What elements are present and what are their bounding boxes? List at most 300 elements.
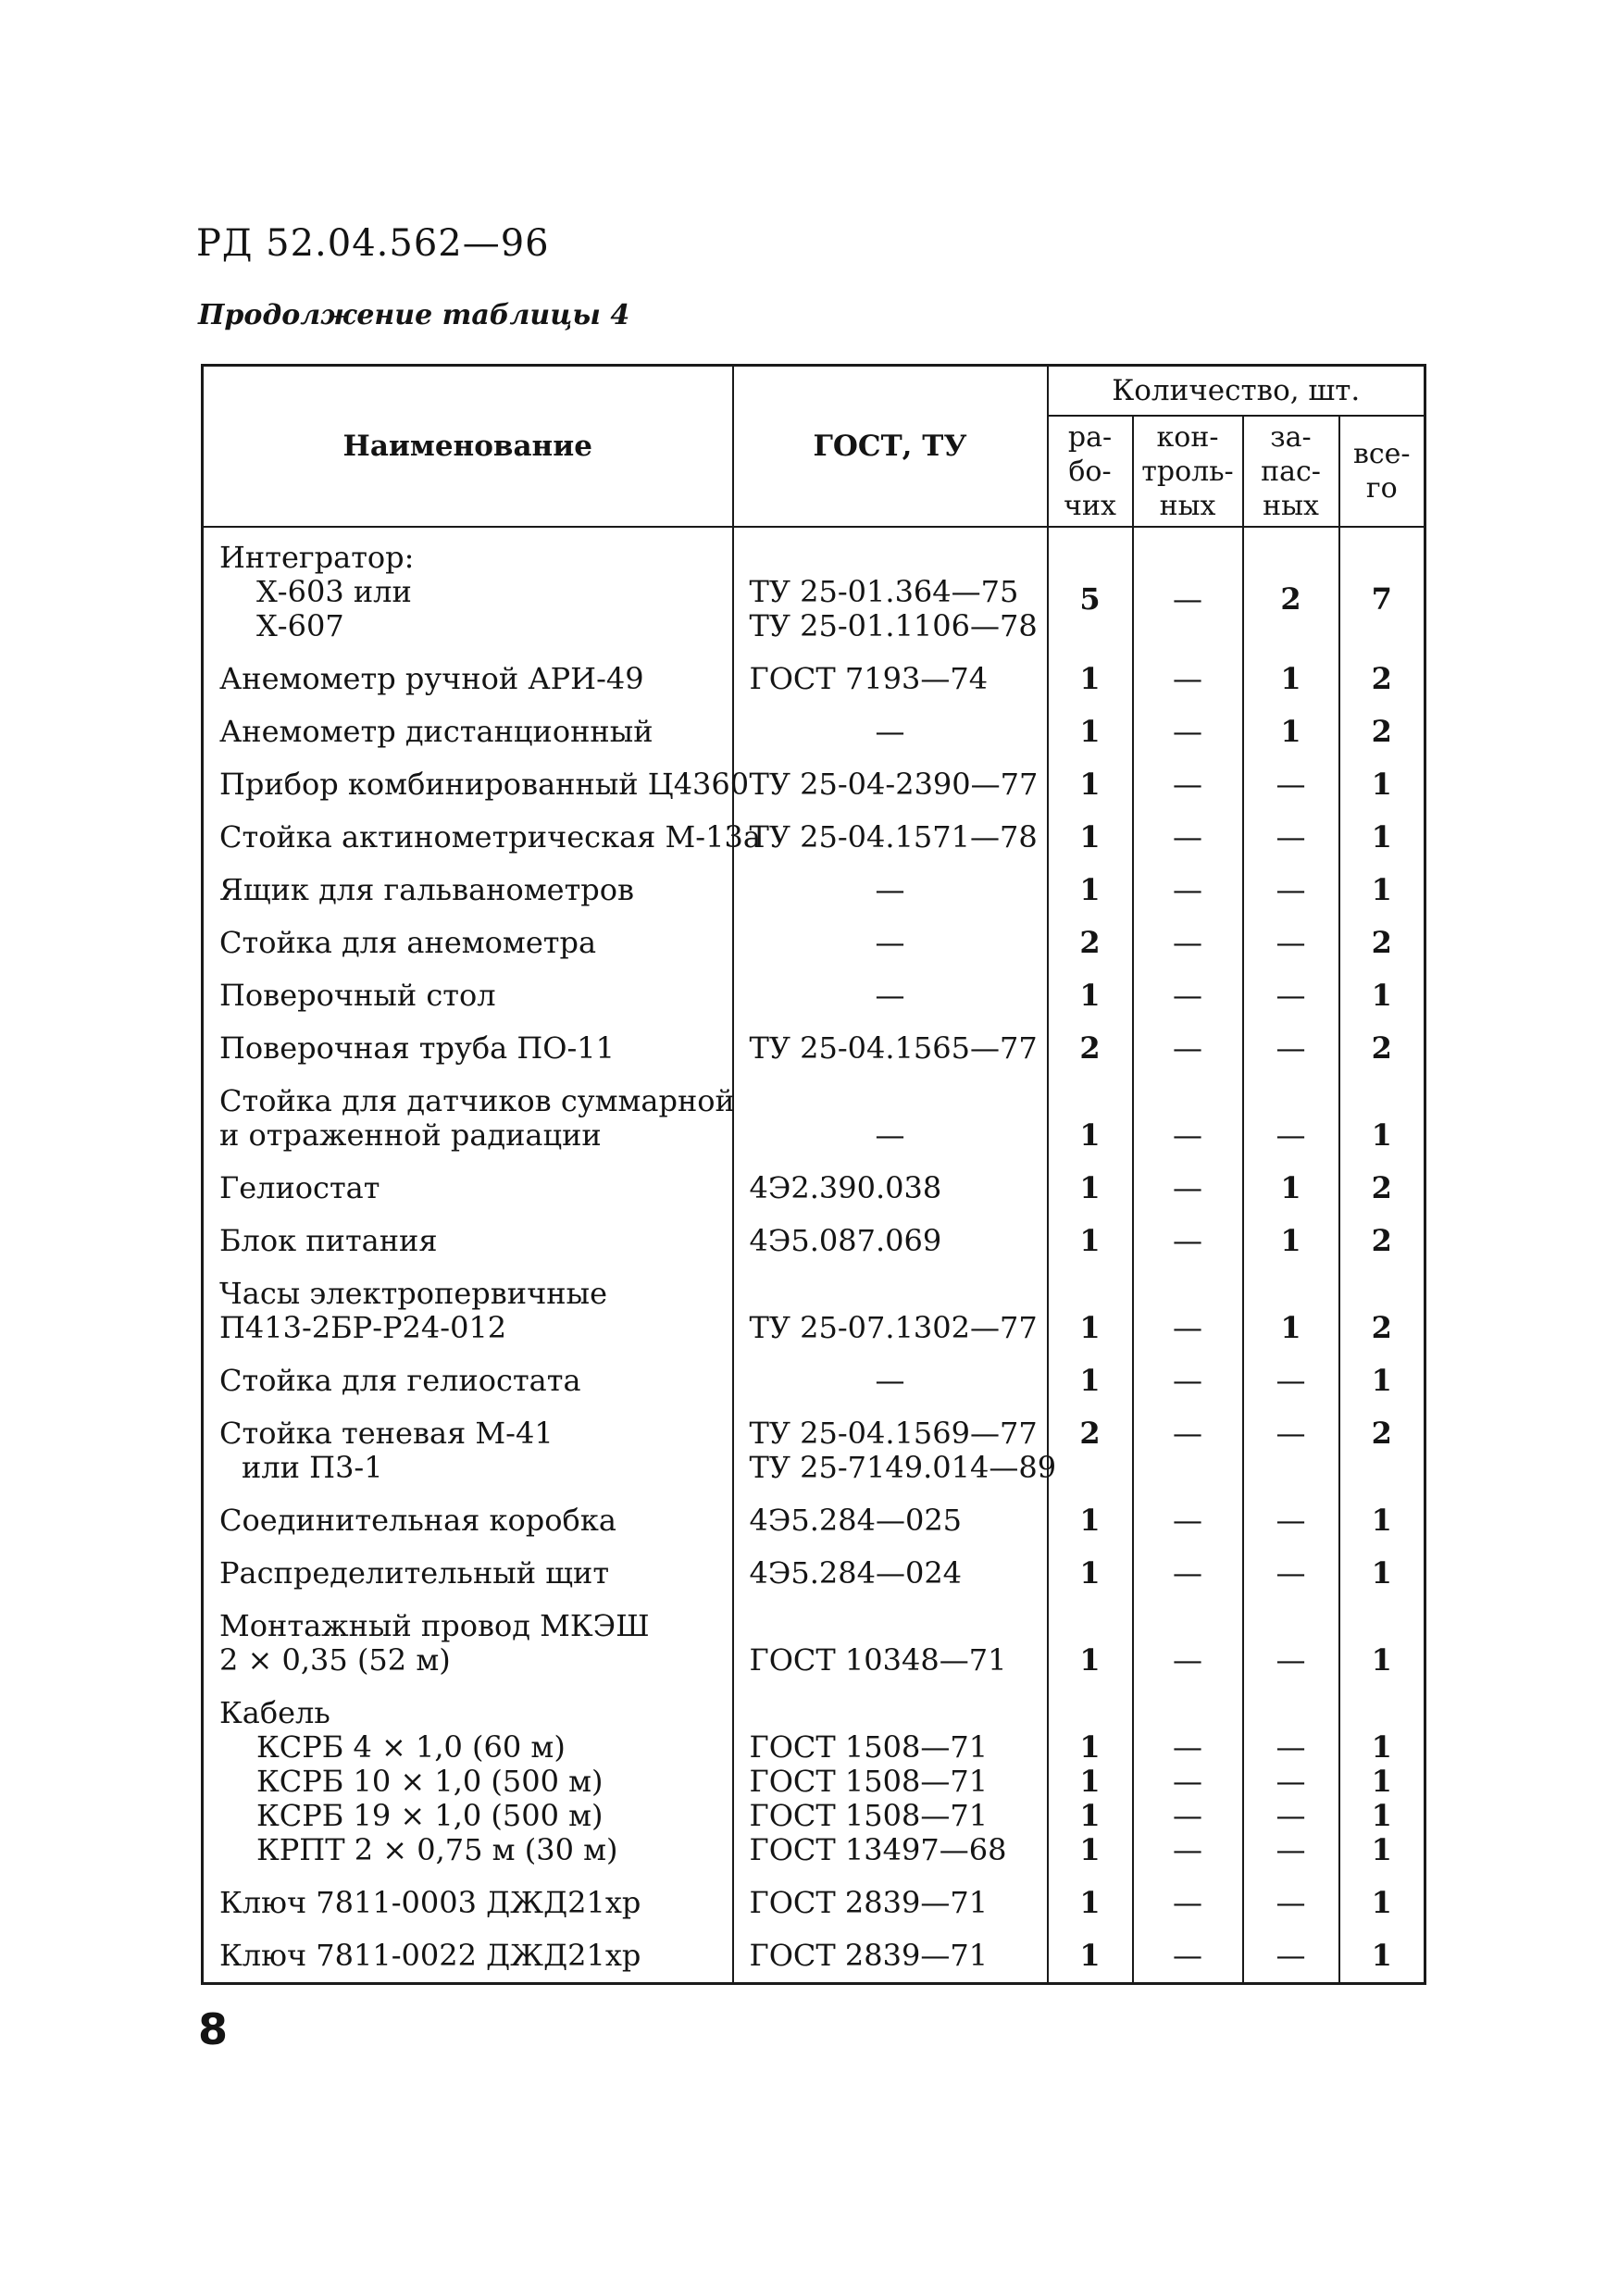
qty-value: — (1276, 978, 1306, 1013)
qty-value: — (1276, 1503, 1306, 1538)
name-line: Кабель (219, 1695, 330, 1730)
cell-qty-working (1048, 805, 1133, 858)
qty-value: 1 (1079, 1729, 1101, 1765)
gost-line: ГОСТ 13497—68 (749, 1832, 1007, 1867)
gost-line: ГОСТ 1508—71 (749, 1729, 989, 1765)
cell-qty-total (1339, 1541, 1425, 1594)
cell-name (203, 1017, 733, 1069)
cell-gost (733, 911, 1048, 964)
cell-gost (733, 1489, 1048, 1541)
cell-qty-spare (1243, 1349, 1339, 1402)
cell-name (203, 1156, 733, 1209)
cell-qty-total (1339, 1924, 1425, 1984)
name-line: Интегратор: (219, 540, 415, 575)
cell-qty-control (1133, 805, 1243, 858)
qty-value: 1 (1280, 714, 1301, 749)
cell-qty-control (1133, 527, 1243, 647)
cell-name (203, 805, 761, 858)
cell-qty-total (1339, 805, 1425, 858)
cell-qty-control (1133, 1262, 1243, 1349)
qty-value: 1 (1079, 1764, 1101, 1799)
qty-value: — (1173, 1223, 1202, 1258)
qty-value: — (1173, 1885, 1202, 1920)
header-qty-working (1048, 416, 1133, 527)
cell-gost (733, 1262, 1048, 1349)
qty-value: 2 (1371, 1223, 1392, 1258)
cell-qty-spare (1243, 1541, 1339, 1594)
gost-line: — (875, 978, 905, 1013)
cell-qty-spare (1243, 1871, 1339, 1924)
qty-value: — (1276, 1642, 1306, 1678)
qty-value: — (1173, 661, 1202, 696)
name-line: Х-603 или (256, 574, 412, 609)
gost-line: ТУ 25-7149.014—89 (749, 1450, 1057, 1485)
table-row (203, 964, 1425, 1017)
cell-qty-total (1339, 1489, 1425, 1541)
cell-qty-working (1048, 1594, 1133, 1681)
qty-value: — (1173, 1503, 1202, 1538)
cell-qty-total (1339, 911, 1425, 964)
cell-qty-total (1339, 1871, 1425, 1924)
cell-qty-total (1339, 1017, 1425, 1069)
cell-gost (733, 858, 1048, 911)
qty-value: — (1173, 1555, 1202, 1591)
cell-qty-spare (1243, 805, 1339, 858)
gost-line: — (875, 1363, 905, 1398)
cell-name (203, 527, 733, 647)
name-line: Стойка для датчиков суммарной (219, 1083, 735, 1118)
cell-gost (733, 1402, 1057, 1489)
cell-name (203, 1209, 733, 1262)
table-row (203, 700, 1425, 753)
cell-qty-working (1048, 1017, 1133, 1069)
gost-line: — (875, 1117, 905, 1153)
name-line: Поверочный стол (219, 978, 496, 1013)
cell-qty-spare (1243, 753, 1339, 805)
cell-qty-working (1048, 1489, 1133, 1541)
gost-line: 4Э5.087.069 (749, 1223, 942, 1258)
cell-qty-control (1133, 1489, 1243, 1541)
qty-value: 2 (1371, 1170, 1392, 1205)
cell-qty-total (1339, 1594, 1425, 1681)
table-header (203, 366, 1425, 528)
qty-value: 2 (1371, 1310, 1392, 1345)
qty-value: — (1173, 1363, 1202, 1398)
cell-qty-control (1133, 1069, 1243, 1156)
header-qty-line: ных (1263, 489, 1319, 522)
qty-value: — (1276, 1117, 1306, 1153)
qty-value: — (1173, 581, 1202, 617)
cell-name (203, 753, 750, 805)
qty-value: — (1276, 1885, 1306, 1920)
cell-name (203, 858, 733, 911)
name-line: Ящик для гальванометров (219, 872, 635, 907)
cell-gost (733, 1594, 1048, 1681)
cell-qty-spare (1243, 527, 1339, 647)
cell-qty-spare (1243, 1069, 1339, 1156)
qty-value: 1 (1079, 978, 1101, 1013)
cell-qty-spare (1243, 1017, 1339, 1069)
qty-value: — (1173, 1170, 1202, 1205)
qty-value: 1 (1079, 872, 1101, 907)
qty-value: 1 (1079, 1938, 1101, 1973)
name-line: Стойка теневая М-41 (219, 1416, 554, 1451)
cell-qty-total (1339, 1681, 1425, 1871)
cell-qty-control (1133, 647, 1243, 700)
cell-qty-control (1133, 964, 1243, 1017)
qty-value: 1 (1079, 661, 1101, 696)
cell-gost (733, 700, 1048, 753)
cell-gost (733, 1349, 1048, 1402)
qty-value: 1 (1371, 1729, 1392, 1765)
qty-value: — (1173, 819, 1202, 855)
gost-line: ГОСТ 10348—71 (749, 1642, 1007, 1678)
name-line: Гелиостат (219, 1170, 380, 1205)
qty-value: 1 (1079, 1310, 1101, 1345)
qty-value: 1 (1280, 1310, 1301, 1345)
qty-value: — (1276, 767, 1306, 802)
qty-value: 1 (1371, 1764, 1392, 1799)
name-line: Анемометр дистанционный (219, 714, 653, 749)
cell-qty-spare (1243, 1489, 1339, 1541)
qty-value: 1 (1280, 661, 1301, 696)
cell-name (203, 1871, 733, 1924)
header-gost: ГОСТ, ТУ (733, 366, 1048, 528)
qty-value: 2 (1371, 1416, 1392, 1451)
gost-line: ГОСТ 2839—71 (749, 1885, 989, 1920)
table-row (203, 858, 1425, 911)
name-line: Стойка актинометрическая М-13а (219, 819, 761, 855)
cell-qty-control (1133, 1924, 1243, 1984)
qty-value: 1 (1371, 1363, 1392, 1398)
cell-qty-control (1133, 1541, 1243, 1594)
name-line: и отраженной радиации (219, 1117, 602, 1153)
cell-qty-control (1133, 753, 1243, 805)
cell-qty-spare (1243, 1924, 1339, 1984)
table-row (203, 911, 1425, 964)
cell-name (203, 1262, 733, 1349)
gost-line: ТУ 25-07.1302—77 (749, 1310, 1038, 1345)
qty-value: 1 (1280, 1223, 1301, 1258)
cell-gost (733, 1681, 1048, 1871)
cell-gost (733, 1017, 1048, 1069)
name-line: Поверочная труба ПО-11 (219, 1030, 615, 1066)
table-row (203, 753, 1425, 805)
cell-qty-control (1133, 1871, 1243, 1924)
table-row (203, 1209, 1425, 1262)
cell-qty-total (1339, 858, 1425, 911)
cell-qty-working (1048, 1541, 1133, 1594)
qty-value: 1 (1371, 1938, 1392, 1973)
table-row (203, 1594, 1425, 1681)
cell-qty-spare (1243, 1681, 1339, 1871)
name-line: КСРБ 10 × 1,0 (500 м) (256, 1764, 604, 1799)
name-line: Блок питания (219, 1223, 438, 1258)
qty-value: — (1173, 1764, 1202, 1799)
gost-line: — (875, 872, 905, 907)
equipment-table (201, 364, 1426, 1985)
cell-name (203, 1681, 733, 1871)
cell-gost (733, 1924, 1048, 1984)
table-row (203, 1681, 1425, 1871)
cell-qty-spare (1243, 1594, 1339, 1681)
table-row (203, 1017, 1425, 1069)
qty-value: — (1173, 1416, 1202, 1451)
gost-line: ТУ 25-04.1565—77 (749, 1030, 1038, 1066)
header-qty-line: го (1365, 472, 1398, 505)
cell-qty-working (1048, 858, 1133, 911)
gost-line: 4Э5.284—025 (749, 1503, 963, 1538)
name-line: Ключ 7811-0022 ДЖД21хр (219, 1938, 641, 1973)
qty-value: 2 (1371, 925, 1392, 960)
qty-value: 1 (1371, 1832, 1392, 1867)
table-row (203, 1262, 1425, 1349)
table-row (203, 527, 1425, 647)
cell-qty-spare (1243, 647, 1339, 700)
qty-value: — (1173, 1310, 1202, 1345)
cell-name (203, 1924, 733, 1984)
qty-value: — (1276, 1764, 1306, 1799)
name-line: Распределительный щит (219, 1555, 610, 1591)
cell-qty-spare (1243, 1262, 1339, 1349)
cell-qty-total (1339, 1262, 1425, 1349)
cell-qty-spare (1243, 1156, 1339, 1209)
qty-value: 1 (1079, 819, 1101, 855)
cell-qty-working (1048, 964, 1133, 1017)
document-code: РД 52.04.562—96 (196, 222, 550, 265)
cell-qty-working (1048, 1209, 1133, 1262)
header-qty-total (1339, 416, 1425, 527)
name-line: Монтажный провод МКЭШ (219, 1608, 650, 1643)
qty-value: 7 (1371, 581, 1392, 617)
qty-value: — (1173, 1798, 1202, 1833)
table-row (203, 1156, 1425, 1209)
cell-qty-spare (1243, 1402, 1339, 1489)
qty-value: 1 (1371, 1798, 1392, 1833)
qty-value: 2 (1371, 661, 1392, 696)
table-row (203, 805, 1425, 858)
cell-qty-total (1339, 527, 1425, 647)
qty-value: — (1173, 1030, 1202, 1066)
qty-value: — (1276, 872, 1306, 907)
cell-qty-working (1048, 1349, 1133, 1402)
table-row (203, 1349, 1425, 1402)
qty-value: — (1276, 1363, 1306, 1398)
cell-qty-working (1048, 753, 1133, 805)
gost-line: ТУ 25-01.364—75 (749, 574, 1019, 609)
qty-value: 2 (1079, 1416, 1101, 1451)
cell-gost (733, 647, 1048, 700)
header-qty-line: все- (1352, 438, 1411, 470)
header-qty-control (1133, 416, 1243, 527)
cell-qty-spare (1243, 964, 1339, 1017)
qty-value: 1 (1371, 819, 1392, 855)
gost-line: ТУ 25-04.1571—78 (749, 819, 1038, 855)
qty-value: 1 (1079, 1555, 1101, 1591)
qty-value: 1 (1371, 1117, 1392, 1153)
cell-name (203, 1069, 733, 1156)
cell-qty-working (1048, 1402, 1133, 1489)
cell-name (203, 911, 733, 964)
cell-qty-total (1339, 1156, 1425, 1209)
name-line: Анемометр ручной АРИ-49 (219, 661, 644, 696)
qty-value: 1 (1371, 767, 1392, 802)
gost-line: ГОСТ 7193—74 (749, 661, 989, 696)
qty-value: 2 (1280, 581, 1301, 617)
cell-qty-spare (1243, 858, 1339, 911)
qty-value: 1 (1371, 1503, 1392, 1538)
qty-value: — (1173, 925, 1202, 960)
qty-value: 2 (1371, 714, 1392, 749)
cell-qty-working (1048, 1681, 1133, 1871)
qty-value: 1 (1079, 714, 1101, 749)
cell-gost (733, 1871, 1048, 1924)
name-line: Стойка для гелиостата (219, 1363, 581, 1398)
cell-qty-control (1133, 1681, 1243, 1871)
qty-value: 1 (1371, 1885, 1392, 1920)
cell-qty-working (1048, 1069, 1133, 1156)
cell-qty-control (1133, 1156, 1243, 1209)
cell-qty-working (1048, 700, 1133, 753)
gost-line: 4Э2.390.038 (749, 1170, 942, 1205)
cell-gost (733, 1209, 1048, 1262)
table-row (203, 1489, 1425, 1541)
cell-qty-control (1133, 700, 1243, 753)
header-qty-line: бо- (1068, 455, 1112, 488)
cell-qty-spare (1243, 911, 1339, 964)
qty-value: — (1276, 1555, 1306, 1591)
cell-qty-total (1339, 964, 1425, 1017)
cell-name (203, 1594, 733, 1681)
qty-value: 1 (1079, 1798, 1101, 1833)
cell-name (203, 1402, 733, 1489)
qty-value: — (1173, 714, 1202, 749)
qty-value: 1 (1079, 1503, 1101, 1538)
qty-value: 1 (1079, 1170, 1101, 1205)
qty-value: 5 (1079, 581, 1101, 617)
qty-value: — (1173, 1729, 1202, 1765)
name-line: П413-2БР-Р24-012 (219, 1310, 507, 1345)
header-quantity: Количество, шт. (1048, 366, 1425, 417)
cell-qty-control (1133, 1349, 1243, 1402)
name-line: Х-607 (256, 608, 344, 643)
header-qty-line: чих (1064, 489, 1116, 522)
qty-value: — (1276, 1938, 1306, 1973)
table-row (203, 1924, 1425, 1984)
qty-value: 1 (1079, 1223, 1101, 1258)
table-body (203, 527, 1425, 1984)
qty-value: — (1173, 767, 1202, 802)
cell-name (203, 700, 733, 753)
qty-value: 1 (1079, 1117, 1101, 1153)
cell-qty-control (1133, 911, 1243, 964)
header-qty-line: кон- (1156, 420, 1219, 454)
header-qty-line: ра- (1067, 420, 1113, 454)
qty-value: — (1276, 819, 1306, 855)
cell-qty-total (1339, 647, 1425, 700)
qty-value: — (1276, 1416, 1306, 1451)
qty-value: 1 (1079, 1885, 1101, 1920)
cell-gost (733, 1541, 1048, 1594)
cell-qty-working (1048, 527, 1133, 647)
qty-value: 1 (1371, 872, 1392, 907)
cell-qty-control (1133, 1402, 1243, 1489)
name-line: или П3-1 (242, 1450, 383, 1485)
qty-value: — (1173, 1117, 1202, 1153)
cell-qty-working (1048, 1871, 1133, 1924)
qty-value: 1 (1371, 1555, 1392, 1591)
header-name: Наименование (203, 366, 733, 528)
header-qty-line: ных (1159, 489, 1216, 522)
qty-value: — (1173, 978, 1202, 1013)
cell-qty-working (1048, 1156, 1133, 1209)
gost-line: 4Э5.284—024 (749, 1555, 963, 1591)
cell-qty-total (1339, 1402, 1425, 1489)
cell-gost (733, 1069, 1048, 1156)
cell-gost (733, 805, 1048, 858)
cell-name (203, 647, 733, 700)
cell-qty-working (1048, 647, 1133, 700)
gost-line: ГОСТ 1508—71 (749, 1764, 989, 1799)
header-qty-spare (1243, 416, 1339, 527)
qty-value: — (1173, 872, 1202, 907)
table-row (203, 647, 1425, 700)
gost-line: ГОСТ 1508—71 (749, 1798, 989, 1833)
cell-qty-control (1133, 858, 1243, 911)
gost-line: ТУ 25-01.1106—78 (749, 608, 1038, 643)
name-line: КСРБ 19 × 1,0 (500 м) (256, 1798, 604, 1833)
qty-value: 1 (1079, 767, 1101, 802)
gost-line: ТУ 25-04.1569—77 (749, 1416, 1038, 1451)
qty-value: 1 (1371, 1642, 1392, 1678)
cell-qty-control (1133, 1209, 1243, 1262)
cell-name (203, 964, 733, 1017)
header-qty-line: за- (1270, 420, 1312, 454)
name-line: КРПТ 2 × 0,75 м (30 м) (256, 1832, 618, 1867)
qty-value: — (1276, 1832, 1306, 1867)
name-line: Стойка для анемометра (219, 925, 597, 960)
cell-qty-control (1133, 1017, 1243, 1069)
name-line: 2 × 0,35 (52 м) (219, 1642, 451, 1678)
qty-value: 1 (1079, 1832, 1101, 1867)
table-row (203, 1069, 1425, 1156)
qty-value: 1 (1371, 978, 1392, 1013)
page-number: 8 (198, 2004, 229, 2054)
header-qty-line: троль- (1141, 455, 1234, 488)
table-row (203, 1871, 1425, 1924)
name-line: Соединительная коробка (219, 1503, 616, 1538)
gost-line: ТУ 25-04-2390—77 (749, 767, 1039, 802)
header-qty-line: пас- (1261, 455, 1321, 488)
cell-gost (733, 1156, 1048, 1209)
cell-qty-total (1339, 1209, 1425, 1262)
gost-line: — (875, 925, 905, 960)
cell-qty-total (1339, 700, 1425, 753)
qty-value: 2 (1371, 1030, 1392, 1066)
cell-qty-total (1339, 753, 1425, 805)
qty-value: 1 (1079, 1642, 1101, 1678)
name-line: Ключ 7811-0003 ДЖД21хр (219, 1885, 641, 1920)
qty-value: — (1276, 1729, 1306, 1765)
qty-value: 2 (1079, 1030, 1101, 1066)
qty-value: — (1276, 1798, 1306, 1833)
cell-qty-total (1339, 1069, 1425, 1156)
cell-name (203, 1489, 733, 1541)
name-line: Прибор комбинированный Ц4360 (219, 767, 750, 802)
qty-value: 1 (1280, 1170, 1301, 1205)
qty-value: — (1173, 1832, 1202, 1867)
name-line: Часы электропервичные (219, 1276, 607, 1311)
